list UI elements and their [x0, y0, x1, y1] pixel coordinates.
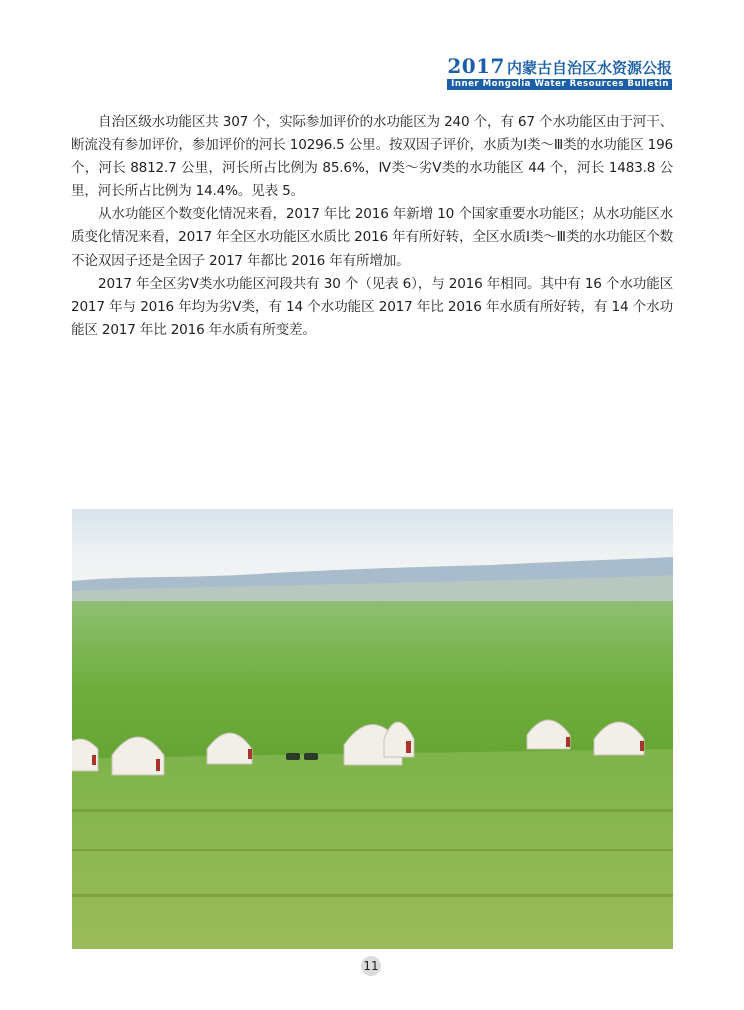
header-title [447, 54, 672, 78]
grassland-yurts-photo [72, 509, 673, 949]
header-subtitle: Inner Mongolia Water Resources Bulletin [447, 79, 672, 90]
page-number: 11 [361, 956, 381, 976]
paragraph: 从水功能区个数变化情况来看，2017 年比 2016 年新增 10 个国家重要水功能区；从水功能区水质变化情况来看，2017 年全区水功能区水质比 2016 年有所好转，全区水质Ⅰ类～Ⅲ类的水功能区个数不论双因子还是全因子 2017 年都比 2016 年有所增加。 [71, 206, 673, 269]
paragraph: 2017 年全区劣Ⅴ类水功能区河段共有 30 个（见表 6），与 2016 年相同。其中有 16 个水功能区 2017 年与 2016 年均为劣Ⅴ类，有 14 个水功能区 2017 年比 2016 年水质有所好转，有 14 个水功能区 2017 年比 2016 年水质有所变差。 [71, 275, 673, 338]
bulletin-header [447, 54, 672, 90]
paragraph: 自治区级水功能区共 307 个，实际参加评价的水功能区为 240 个，有 67 个水功能区由于河干、断流没有参加评价，参加评价的河长 10296.5 公里。按双因子评价，水质为Ⅰ类～Ⅲ类的水功能区 196 个，河长 8812.7 公里，河长所占比例为 85.6%，Ⅳ类～劣Ⅴ类的水功能区 44 个，河长 1483.8 公里，河长所占比例为 14.4%。见表 5。 [71, 114, 673, 200]
grassland-illustration [72, 509, 673, 949]
body-text [71, 111, 673, 342]
header-year: 2017 [447, 54, 505, 78]
header-title-cn: 内蒙古自治区水资源公报 [506, 59, 672, 77]
